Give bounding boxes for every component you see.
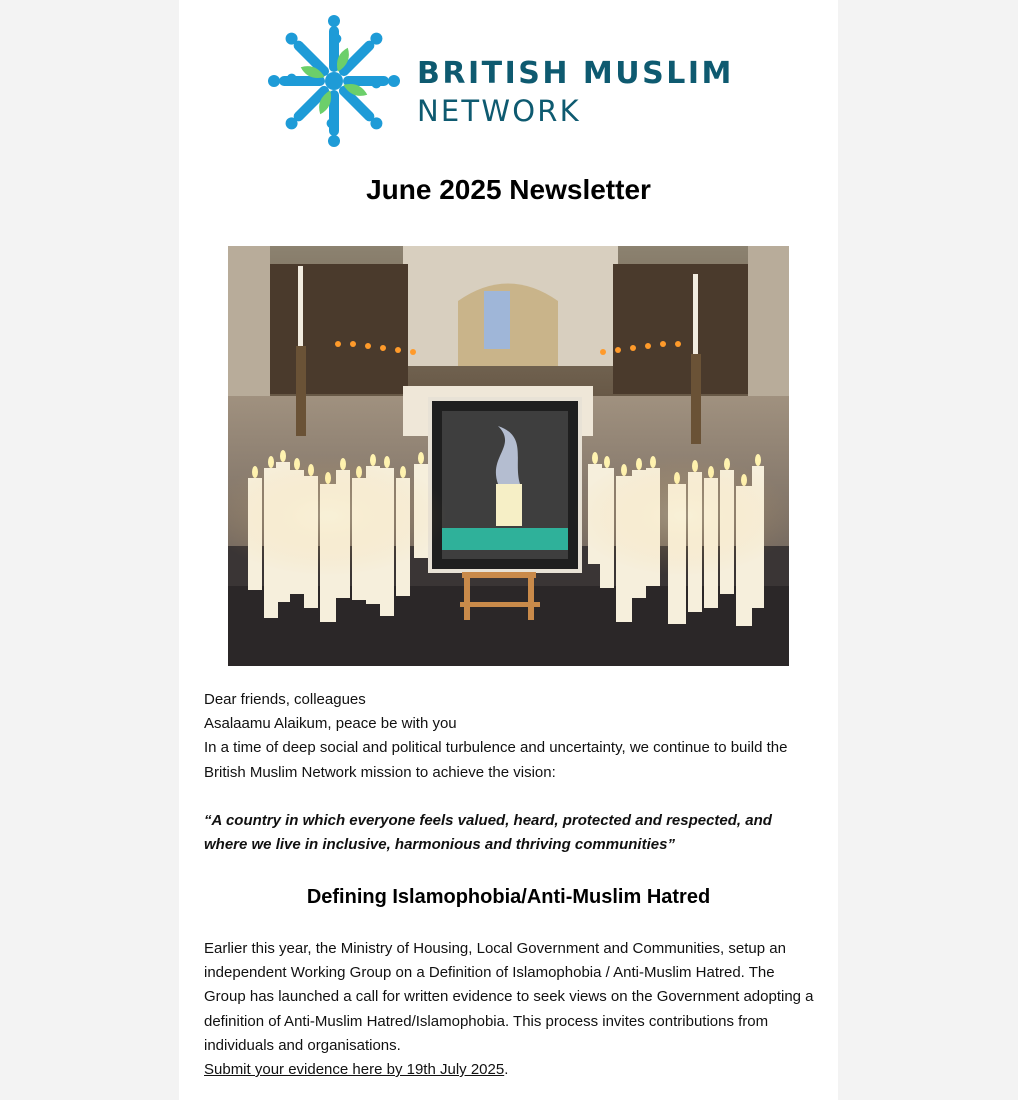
snowflake-star-logo-icon — [267, 14, 401, 148]
brand-name-line1: BRITISH MUSLIM — [417, 56, 734, 91]
evidence-line — [204, 1058, 819, 1082]
brand-logo[interactable] — [267, 14, 767, 152]
vision-quote: “A country in which everyone feels valued, heard, protected and respected, and where we live in inclusive, harmonious and thriving communities” — [204, 811, 772, 854]
brand-name-line2: NETWORK — [417, 94, 581, 128]
greeting: Dear friends, colleagues — [204, 691, 366, 708]
section-heading: Defining Islamophobia/Anti-Muslim Hatred — [306, 886, 711, 908]
newsletter-page — [179, 0, 838, 1100]
submit-evidence-link[interactable]: Submit your evidence here by 19th July 2025 — [204, 1061, 505, 1079]
mission-statement: In a time of deep social and political turbulence and uncertainty, we continue to build the British Muslim Network mission to achieve the vision: — [204, 739, 788, 781]
cathedral-candles-photo — [228, 246, 789, 666]
salaam: Asalaamu Alaikum, peace be with you — [204, 715, 457, 733]
newsletter-title: June 2025 Newsletter — [366, 174, 651, 205]
intro-text — [204, 688, 819, 857]
link-suffix: . — [504, 1061, 509, 1079]
section-body — [204, 937, 819, 1082]
section-paragraph: Earlier this year, the Ministry of Housing, Local Government and Communities, setup an independent Working Group on a Definition of Islamophobia / Anti-Muslim Hatred. The Group has launched a call for written evidence to seek views on the Government adopting a definition of Anti-Muslim Hatred/Islamophobia. This process invites contributions from individuals and organisations. — [204, 940, 814, 1054]
